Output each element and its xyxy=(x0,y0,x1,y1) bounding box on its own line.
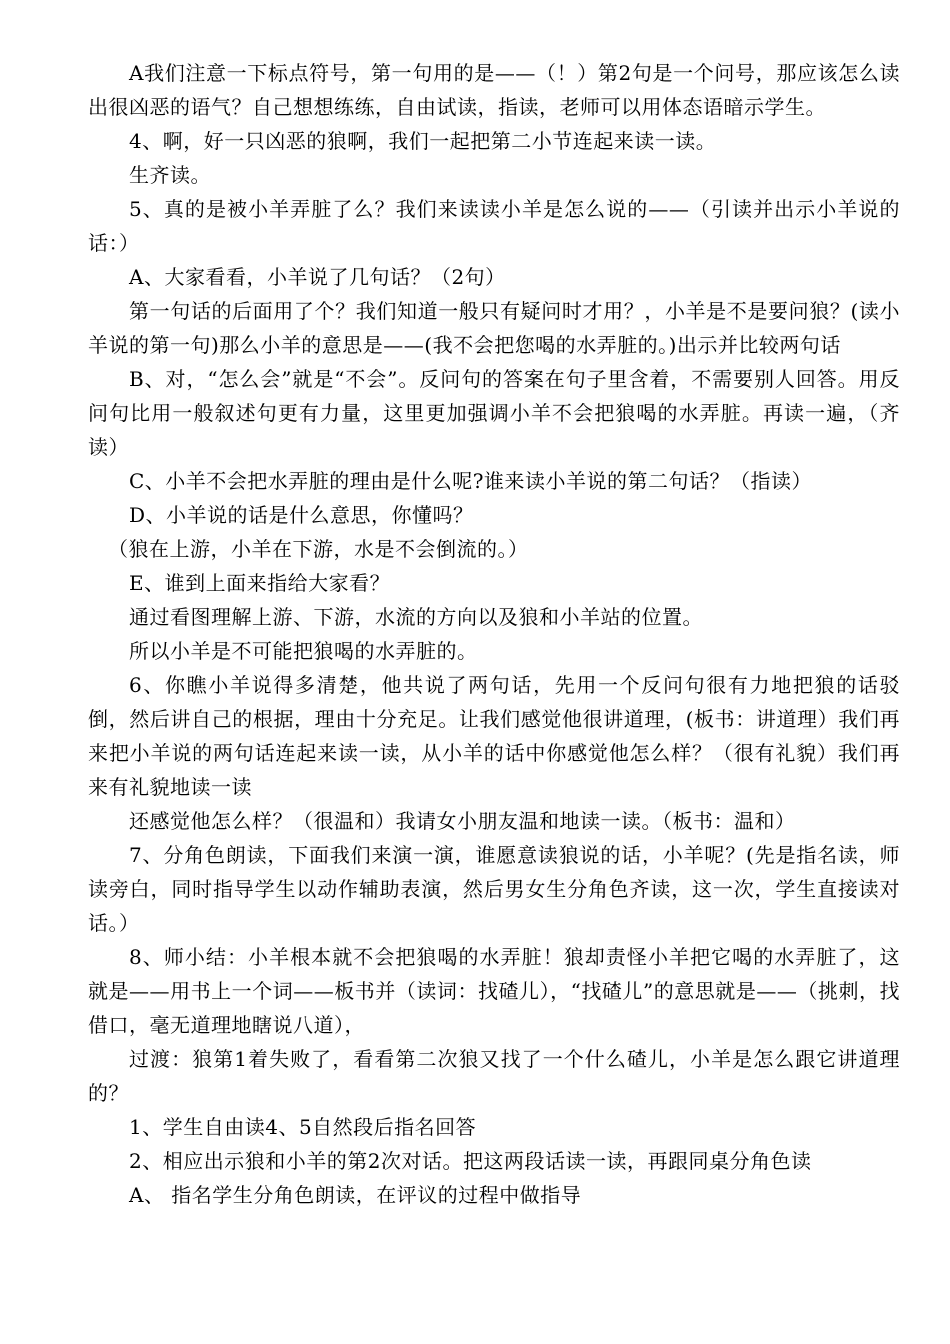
paragraph-step-4: 4、啊，好一只凶恶的狼啊，我们一起把第二小节连起来读一读。 xyxy=(129,129,717,153)
paragraph-5a: A、大家看看，小羊说了几句话？（2句） xyxy=(129,265,506,289)
paragraph-step-8: 8、师小结：小羊根本就不会把狼喝的水弄脏！狼却责怪小羊把它喝的水弄脏了，这就是——用书上一个词——板书并（读词：找碴儿），“找碴儿”的意思就是——（挑刺，找借口，毫无道理地瞎说八道）， xyxy=(88,945,900,1037)
paragraph-sub-2: 2、相应出示狼和小羊的第2次对话。把这两段话读一读，再跟同桌分角色读 xyxy=(129,1149,812,1173)
paragraph-5e: E、谁到上面来指给大家看？ xyxy=(129,571,391,595)
paragraph-5d: D、小羊说的话是什么意思，你懂吗？ xyxy=(129,503,474,527)
paragraph-students-read: 生齐读。 xyxy=(129,163,211,187)
paragraph-gentle: 还感觉他怎么样？（很温和）我请女小朋友温和地读一读。（板书：温和） xyxy=(129,809,796,833)
paragraph-step-7: 7、分角色朗读，下面我们来演一演，谁愿意读狼说的话，小羊呢？(先是指名读，师读旁白，同时指导学生以动作辅助表演，然后男女生分角色齐读，这一次，学生直接读对话。） xyxy=(88,843,900,935)
paragraph-5b: B、对，“怎么会”就是“不会”。反问句的答案在句子里含着，不需要别人回答。用反问句比用一般叙述句更有力量，这里更加强调小羊不会把狼喝的水弄脏。再读一遍，（齐读） xyxy=(88,367,900,459)
paragraph-a-punctuation: A我们注意一下标点符号，第一句用的是——（！）第2句是一个问号，那应该怎么读出很凶恶的语气？自己想想练练，自由试读，指读，老师可以用体态语暗示学生。 xyxy=(88,61,900,119)
paragraph-picture-explain: 通过看图理解上游、下游，水流的方向以及狼和小羊站的位置。 xyxy=(129,605,703,629)
paragraph-5d-answer: （狼在上游，小羊在下游，水是不会倒流的。） xyxy=(108,537,529,561)
paragraph-sub-2a: A、 指名学生分角色朗读，在评议的过程中做指导 xyxy=(129,1183,582,1207)
document-body xyxy=(88,56,900,1212)
paragraph-sub-1: 1、学生自由读4、5自然段后指名回答 xyxy=(129,1115,477,1139)
paragraph-conclusion: 所以小羊是不可能把狼喝的水弄脏的。 xyxy=(129,639,478,663)
paragraph-first-sentence: 第一句话的后面用了个？我们知道一般只有疑问时才用？，小羊是不是要问狼？(读小羊说的第一句)那么小羊的意思是——(我不会把您喝的水弄脏的。)出示并比较两句话 xyxy=(88,299,900,357)
paragraph-step-5: 5、真的是被小羊弄脏了么？我们来读读小羊是怎么说的——（引读并出示小羊说的话：） xyxy=(88,197,900,255)
paragraph-step-6: 6、你瞧小羊说得多清楚，他共说了两句话，先用一个反问句很有力地把狼的话驳倒，然后讲自己的根据，理由十分充足。让我们感觉他很讲道理，(板书：讲道理）我们再来把小羊说的两句话连起来读一读，从小羊的话中你感觉他怎么样？（很有礼貌）我们再来有礼貌地读一读 xyxy=(88,673,900,799)
paragraph-transition: 过渡：狼第1着失败了，看看第二次狼又找了一个什么碴儿，小羊是怎么跟它讲道理的？ xyxy=(88,1047,900,1105)
paragraph-5c: C、小羊不会把水弄脏的理由是什么呢?谁来读小羊说的第二句话？（指读） xyxy=(129,469,813,493)
